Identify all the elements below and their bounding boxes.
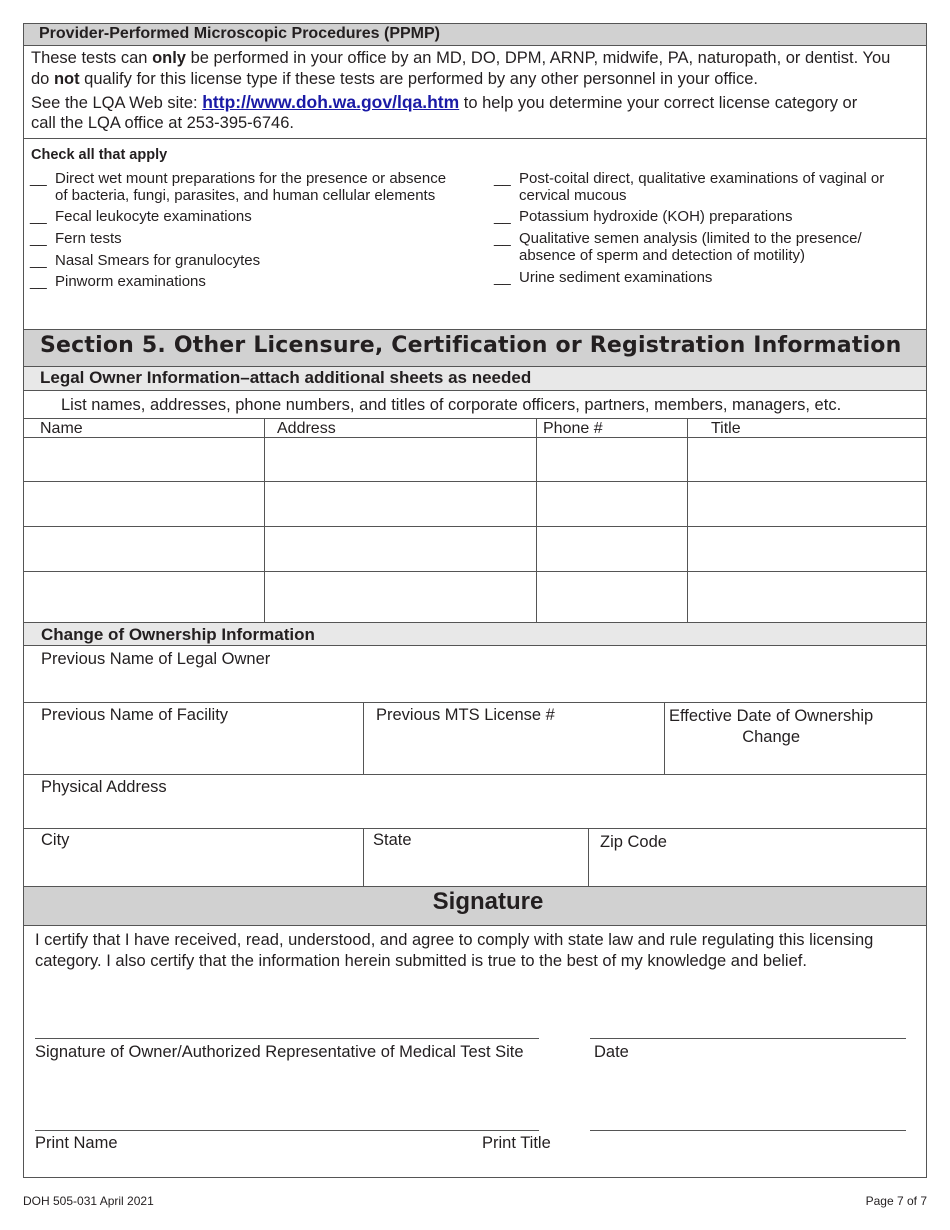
change-ownership-heading: Change of Ownership Information — [41, 625, 315, 644]
state-field[interactable] — [364, 829, 588, 886]
date-line[interactable] — [590, 1038, 906, 1039]
checkbox-blank[interactable]: __ — [494, 170, 511, 187]
effective-date-label: Effective Date of Ownership Change — [669, 707, 874, 746]
checkbox-blank[interactable]: __ — [494, 230, 511, 247]
table-row[interactable] — [24, 482, 926, 526]
certify-line-1: I certify that I have received, read, understood, and agree to comply with state law and rule regulating this licensing — [35, 931, 874, 949]
physical-address-label: Physical Address — [41, 778, 167, 796]
ppmp-intro-line-1: These tests can only be performed in your office by an MD, DO, DPM, ARNP, midwife, PA, naturopath, or dentist. You — [31, 49, 891, 67]
legal-owner-instruction: List names, addresses, phone numbers, and titles of corporate officers, partners, members, managers, etc. — [61, 396, 842, 414]
checkbox-blank[interactable]: __ — [494, 208, 511, 225]
col-header-title: Title — [711, 420, 741, 437]
print-name-label: Print Name — [35, 1134, 118, 1152]
print-title-line[interactable] — [590, 1130, 906, 1131]
footer-form-id: DOH 505-031 April 2021 — [23, 1194, 154, 1208]
checkbox-blank[interactable]: __ — [30, 208, 47, 225]
city-field[interactable] — [24, 829, 363, 886]
date-label: Date — [594, 1043, 629, 1061]
signature-label: Signature of Owner/Authorized Representative of Medical Test Site — [35, 1043, 524, 1061]
col-header-name: Name — [40, 420, 83, 437]
checkbox-blank[interactable]: __ — [30, 252, 47, 269]
table-row[interactable] — [24, 527, 926, 571]
checkbox-blank[interactable]: __ — [30, 273, 47, 290]
check-all-label: Check all that apply — [31, 147, 168, 163]
print-name-line[interactable] — [35, 1130, 539, 1131]
previous-mts-field[interactable] — [364, 703, 664, 774]
previous-facility-field[interactable] — [24, 703, 363, 774]
col-header-address: Address — [277, 420, 336, 437]
previous-facility-label: Previous Name of Facility — [41, 706, 229, 724]
zip-label: Zip Code — [600, 833, 667, 851]
ppmp-intro-line-2: do not qualify for this license type if these tests are performed by any other personnel in your office. — [31, 70, 758, 88]
previous-owner-field[interactable] — [24, 646, 926, 702]
print-title-label: Print Title — [482, 1134, 551, 1152]
lqa-website-link[interactable]: http://www.doh.wa.gov/lqa.htm — [202, 92, 460, 112]
ppmp-intro-line-3: See the LQA Web site: http://www.doh.wa.gov/lqa.htm to help you determine your correct license category or — [31, 92, 858, 112]
legal-owner-heading: Legal Owner Information–attach additional sheets as needed — [40, 368, 532, 387]
signature-line[interactable] — [35, 1038, 539, 1039]
ppmp-title: Provider-Performed Microscopic Procedures (PPMP) — [39, 25, 440, 42]
section5-title: Section 5. Other Licensure, Certification or Registration Information — [40, 333, 902, 358]
checkbox-blank[interactable]: __ — [30, 170, 47, 187]
checkbox-blank[interactable]: __ — [30, 230, 47, 247]
previous-mts-label: Previous MTS License # — [376, 706, 555, 724]
col-header-phone: Phone # — [543, 420, 603, 437]
physical-address-field[interactable] — [24, 775, 926, 828]
zip-field[interactable] — [589, 829, 926, 886]
checkbox-blank[interactable]: __ — [494, 269, 511, 286]
state-label: State — [373, 831, 412, 849]
signature-title: Signature — [432, 888, 544, 915]
previous-owner-label: Previous Name of Legal Owner — [41, 650, 271, 668]
certify-line-2: category. I also certify that the information herein submitted is true to the best of my knowledge and belief. — [35, 952, 807, 970]
city-label: City — [41, 831, 70, 849]
table-row[interactable] — [24, 438, 926, 481]
ppmp-intro-line-4: call the LQA office at 253-395-6746. — [31, 114, 294, 132]
footer-page-number: Page 7 of 7 — [865, 1194, 927, 1208]
effective-date-field[interactable] — [665, 703, 926, 774]
table-row[interactable] — [24, 572, 926, 621]
